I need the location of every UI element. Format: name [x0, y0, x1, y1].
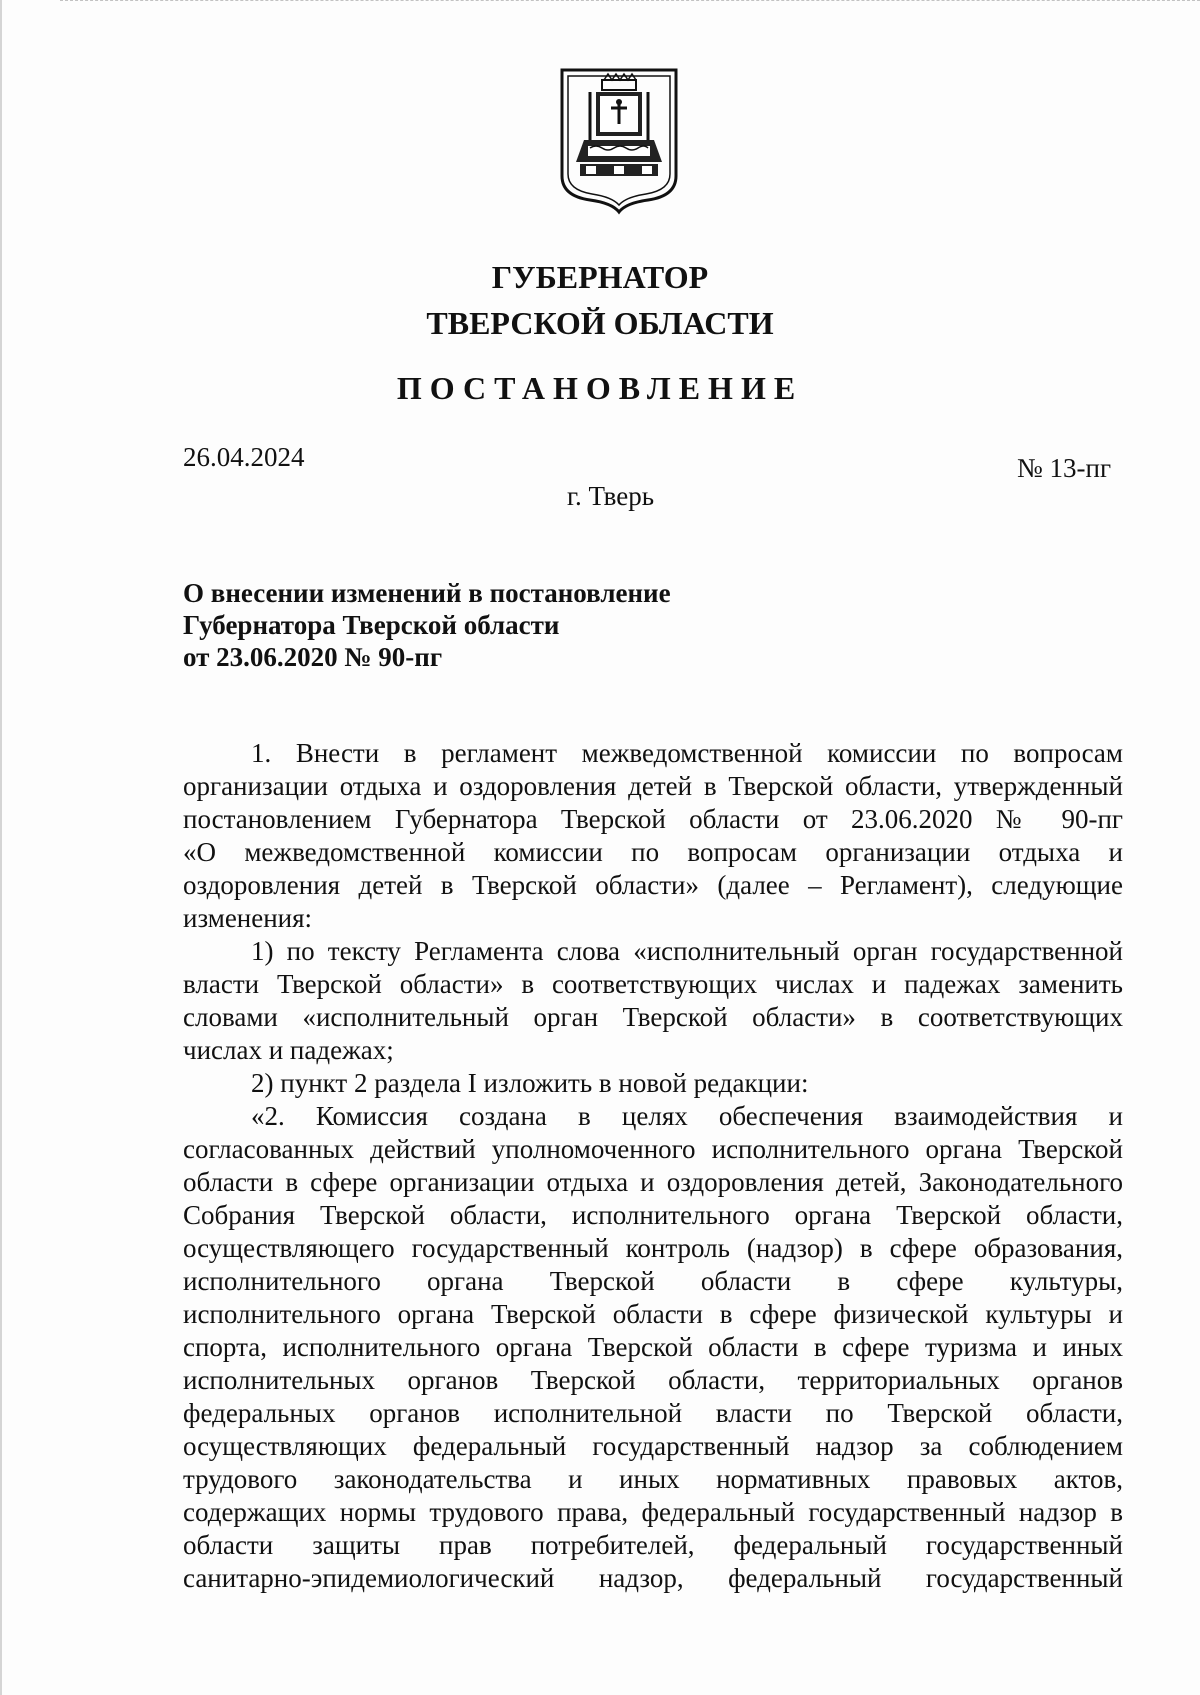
body-line: исполнительного органа Тверской области в сфере культуры, [183, 1266, 1123, 1296]
org-title-line2: ТВЕРСКОЙ ОБЛАСТИ [426, 305, 774, 341]
org-title-line1: ГУБЕРНАТОР [491, 259, 709, 295]
scan-top-edge [60, 0, 1200, 3]
body-line: области защиты прав потребителей, федеральный государственный [183, 1530, 1123, 1560]
body-line: осуществляющего государственный контроль (надзор) в сфере образования, [183, 1233, 1123, 1263]
document-date: 26.04.2024 [183, 442, 305, 472]
subject-line: от 23.06.2020 № 90-пг [183, 642, 443, 672]
body-line: власти Тверской области» в соответствующих числах и падежах заменить [183, 969, 1123, 999]
body-line: исполнительных органов Тверской области, территориальных органов [183, 1365, 1123, 1395]
document-number: № 13-пг [1017, 453, 1112, 483]
document-subject [183, 577, 671, 673]
body-line: спорта, исполнительного органа Тверской области в сфере туризма и иных [183, 1332, 1123, 1362]
body-line: осуществляющих федеральный государственный надзор за соблюдением [183, 1431, 1123, 1461]
body-line: Собрания Тверской области, исполнительного органа Тверской области, [183, 1200, 1123, 1230]
body-line: федеральных органов исполнительной власти по Тверской области, [183, 1398, 1123, 1428]
body-line: «2. Комиссия создана в целях обеспечения взаимодействия и [251, 1101, 1123, 1131]
body-line: организации отдыха и оздоровления детей в Тверской области, утвержденный [183, 771, 1123, 801]
coat-of-arms-icon [556, 66, 682, 216]
document-type: ПОСТАНОВЛЕНИЕ [396, 370, 804, 406]
body-line: словами «исполнительный орган Тверской области» в соответствующих [183, 1002, 1123, 1032]
body-line: 1) по тексту Регламента слова «исполнительный орган государственной [251, 936, 1123, 966]
body-line: исполнительного органа Тверской области в сфере физической культуры и [183, 1299, 1123, 1329]
body-line: 2) пункт 2 раздела I изложить в новой редакции: [251, 1068, 809, 1098]
document-body [183, 737, 1123, 1595]
body-line: «О межведомственной комиссии по вопросам организации отдыха и [183, 837, 1123, 867]
body-line: 1. Внести в регламент межведомственной комиссии по вопросам [251, 738, 1123, 768]
body-line: санитарно-эпидемиологический надзор, федеральный государственный [183, 1563, 1123, 1593]
body-line: содержащих нормы трудового права, федеральный государственный надзор в [183, 1497, 1123, 1527]
subject-line: О внесении изменений в постановление [183, 578, 671, 608]
body-line: трудового законодательства и иных нормативных правовых актов, [183, 1464, 1123, 1494]
body-line: оздоровления детей в Тверской области» (далее – Регламент), следующие [183, 870, 1123, 900]
subject-line: Губернатора Тверской области [183, 610, 560, 640]
body-line: области в сфере организации отдыха и оздоровления детей, Законодательного [183, 1167, 1123, 1197]
body-line: числах и падежах; [183, 1035, 394, 1065]
body-line: изменения: [183, 903, 313, 933]
document-city: г. Тверь [567, 481, 655, 511]
body-line: согласованных действий уполномоченного исполнительного органа Тверской [183, 1134, 1123, 1164]
body-line: постановлением Губернатора Тверской области от 23.06.2020 № 90-пг [183, 804, 1123, 834]
